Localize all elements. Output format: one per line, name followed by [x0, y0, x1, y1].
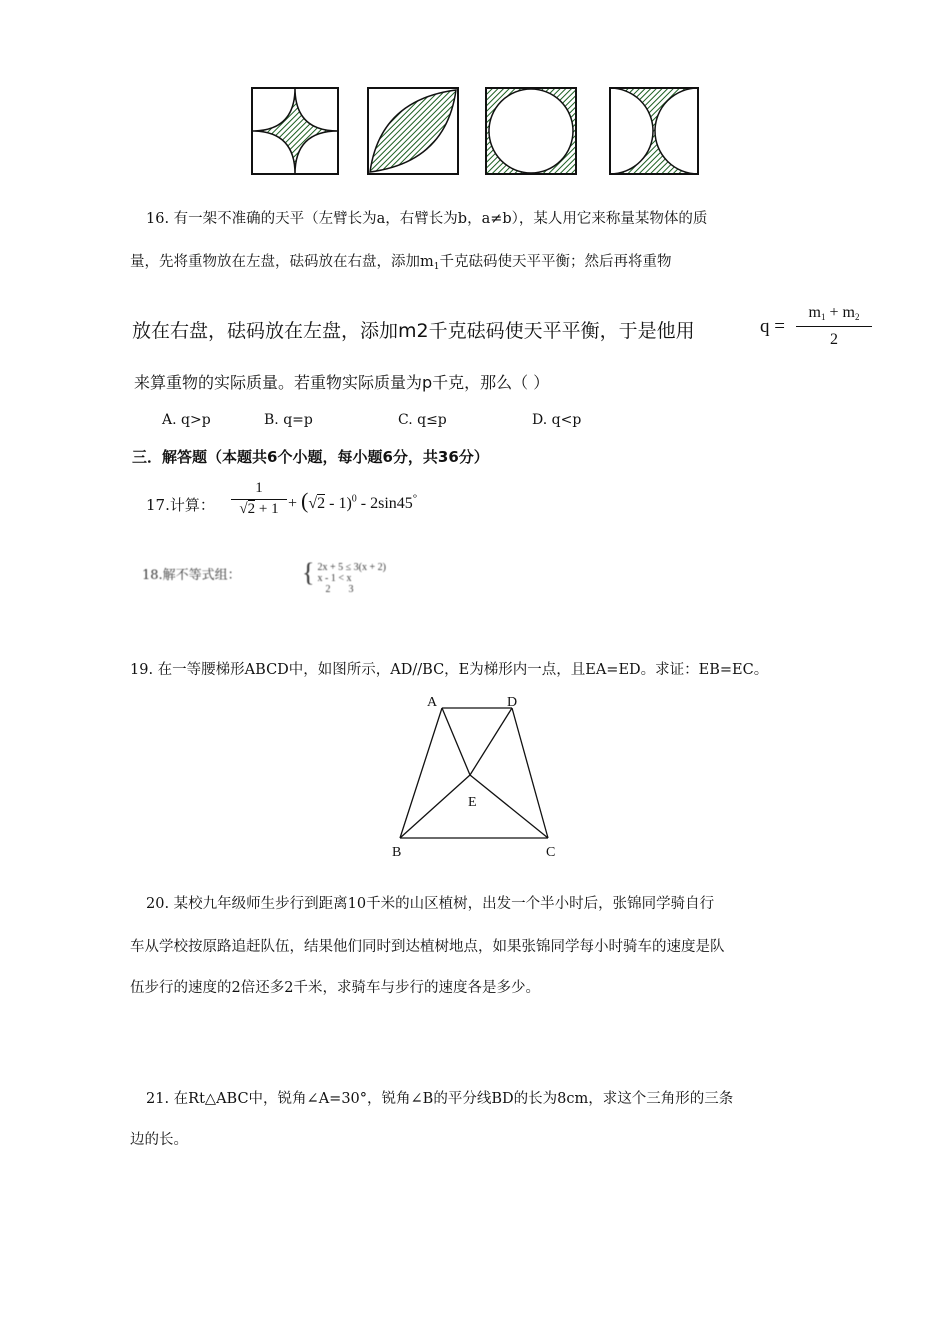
- q16-line1: 16. 有一架不准确的天平（左臂长为a，右臂长为b，a≠b），某人用它来称量某物体的质: [146, 211, 708, 227]
- q17-plus: +: [288, 495, 298, 512]
- q16-line3: 放在右盘，砝码放在左盘，添加m2千克砝码使天平平衡，于是他用: [132, 320, 695, 342]
- figure-two-half-circles: [610, 88, 698, 174]
- q18-ineq2-den-left: 2: [325, 584, 331, 595]
- q21-line1: 21. 在Rt△ABC中，锐角∠A=30°，锐角∠B的平分线BD的长为8cm，求这个三角形的三条: [146, 1091, 734, 1107]
- q17-paren-rest: - 1): [325, 495, 352, 512]
- q16-line4: 来算重物的实际质量。若重物实际质量为p千克，那么（ ）: [134, 373, 550, 392]
- q17-paren-sqrt: 2: [317, 495, 326, 512]
- q16-line2-pre: 量，先将重物放在左盘，砝码放在右盘，添加m: [130, 254, 434, 270]
- q20-line1: 20. 某校九年级师生步行到距离10千米的山区植树，出发一个半小时后，张锦同学骑自行: [146, 896, 715, 912]
- q16-frac-m2-sub: 2: [854, 312, 860, 322]
- shaded-figures-row: [240, 80, 710, 180]
- q20-line2: 车从学校按原路追赶队伍，结果他们同时到达植树地点，如果张锦同学每小时骑车的速度是队: [130, 939, 725, 955]
- q21-line2: 边的长。: [130, 1132, 188, 1148]
- q17-den-sqrt: 2: [247, 501, 256, 517]
- vertex-label-d: D: [507, 695, 518, 710]
- q16-option-c: C. q≤p: [398, 412, 447, 428]
- q19-text: 19. 在一等腰梯形ABCD中，如图所示，AD//BC，E为梯形内一点，且EA=ED。求证：EB=EC。: [130, 662, 769, 678]
- figure-inscribed-circle: [486, 88, 576, 174]
- q16-line2-sub: 1: [433, 262, 440, 272]
- vertex-label-c: C: [546, 845, 556, 860]
- sqrt-icon: √: [239, 501, 248, 517]
- q18-ineq1: 2x + 5 ≤ 3(x + 2): [317, 562, 386, 573]
- q17-frac-num: 1: [255, 480, 263, 496]
- q16-frac-m1-sub: 1: [820, 312, 826, 322]
- q16-option-b: B. q=p: [264, 412, 313, 428]
- q17-expression: + (√2 - 1)$^0$ - 2sin45°: [288, 488, 418, 513]
- q16-frac-den: 2: [830, 331, 838, 348]
- q18-ineq2-den-right: 3: [348, 584, 354, 595]
- q16-frac-m1: m: [808, 304, 821, 321]
- q16-line2: [130, 250, 671, 271]
- figure-four-arc-star: [252, 88, 338, 174]
- q17-frac-den: [231, 501, 287, 518]
- q16-frac-bar: [796, 326, 872, 327]
- q17-label: 17.计算：: [146, 496, 215, 514]
- q18-system: [302, 558, 386, 595]
- q16-fraction: [796, 304, 872, 349]
- section3-title: 三．解答题（本题共6个小题，每小题6分，共36分）: [132, 448, 489, 466]
- q18-label: 18.解不等式组：: [142, 568, 241, 583]
- q16-frac-plus: + m: [829, 304, 855, 321]
- q18-ineq2: x - 1 < x: [317, 573, 352, 584]
- q16-option-d: D. q<p: [532, 412, 582, 428]
- left-brace-icon: {: [302, 558, 315, 587]
- figure-leaf: [368, 88, 458, 174]
- q17-frac-bar: [231, 499, 287, 500]
- q17-tail: - 2sin45: [356, 495, 413, 512]
- q17-exp0: 0: [351, 493, 357, 505]
- q17-deg: °: [412, 492, 418, 505]
- q16-q-eq: q =: [760, 316, 785, 337]
- q17-fraction: [231, 480, 287, 518]
- trapezoid-diagram: [380, 688, 580, 863]
- vertex-label-b: B: [392, 845, 402, 860]
- q17-den-plus: + 1: [258, 501, 279, 517]
- q16-line2-post: 千克砝码使天平平衡；然后再将重物: [439, 254, 672, 270]
- sqrt-icon: √: [308, 495, 318, 512]
- q16-option-a: A. q>p: [162, 412, 211, 428]
- vertex-label-a: A: [427, 695, 438, 710]
- q18-block: [142, 564, 241, 583]
- q20-line3: 伍步行的速度的2倍还多2千米，求骑车与步行的速度各是多少。: [130, 980, 540, 996]
- vertex-label-e: E: [468, 795, 477, 810]
